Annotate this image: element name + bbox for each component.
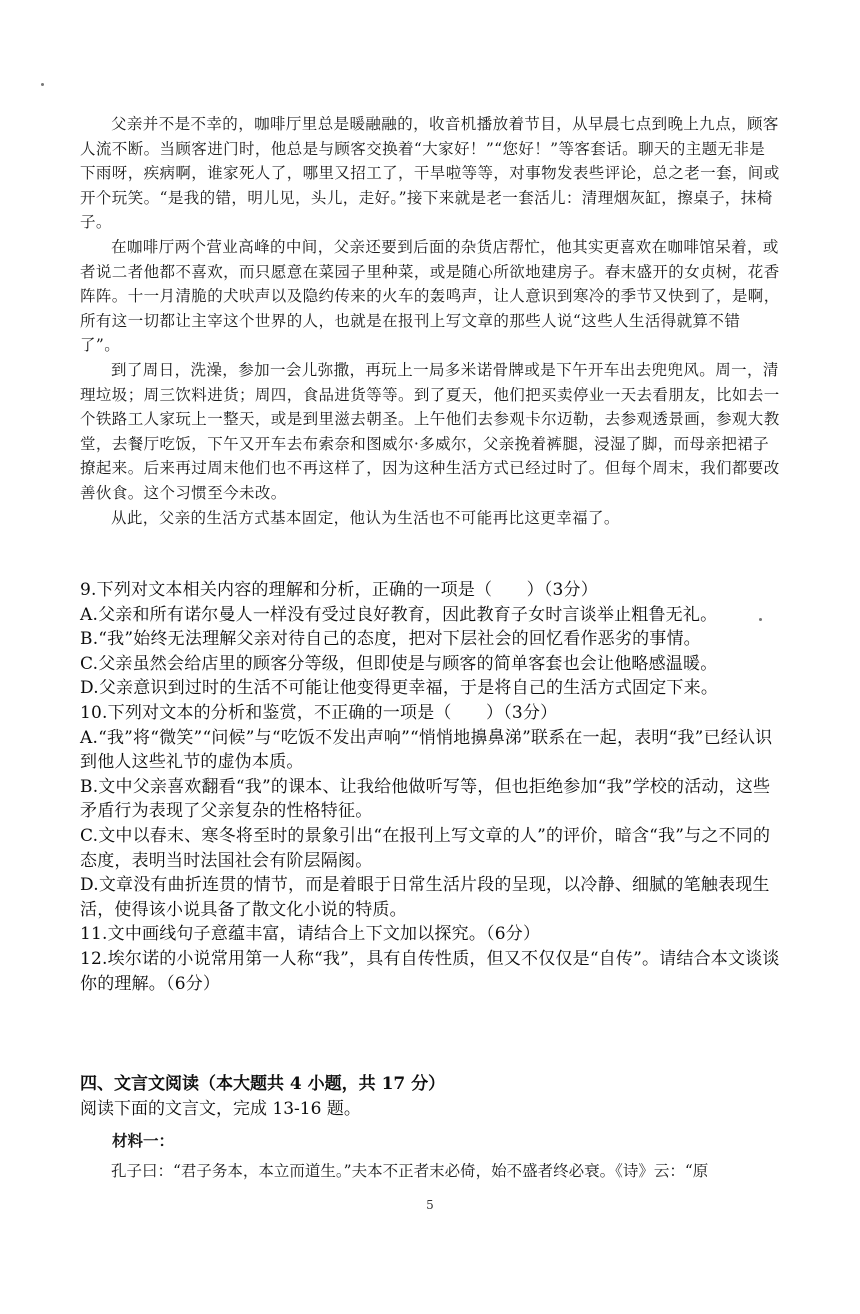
- question-10-option-c: C.文中以春末、寒冬将至时的景象引出“在报刊上写文章的人”的评价，暗含“我”与之不同的态度，表明当时法国社会有阶层隔阂。: [80, 825, 771, 871]
- section-4-title: 四、文言文阅读（本大题共 4 小题，共 17 分）: [80, 1074, 446, 1094]
- passage-paragraph-2: 在咖啡厅两个营业高峰的中间，父亲还要到后面的杂货店帮忙，他其实更喜欢在咖啡馆呆着，或者说二者他都不喜欢，而只愿意在菜园子里种菜，或是随心所欲地建房子。春末盛开的女贞树，花香阵阵。十一月清脆的犬吠声以及隐约传来的火车的轰鸣声，让人意识到寒冷的季节又快到了，是啊，所有这一切都让主宰这个世界的人，也就是在报刊上写文章的那些人说“这些人生活得就算不错了”。: [80, 237, 780, 355]
- passage-paragraph-4: 从此，父亲的生活方式基本固定，他认为生活也不可能再比这更幸福了。: [111, 508, 620, 527]
- material-text: 孔子曰：“君子务本，本立而道生。”夫本不正者末必倚，始不盛者终必衰。《诗》云：“原: [111, 1162, 709, 1180]
- section-4: [80, 1072, 780, 1122]
- question-10-option-d: D.文章没有曲折连贯的情节，而是着眼于日常生活片段的呈现，以冷静、细腻的笔触表现生活，使得该小说具备了散文化小说的特质。: [80, 875, 770, 920]
- material-one: [80, 1126, 780, 1186]
- section-4-instruction: 阅读下面的文言文，完成 13-16 题。: [80, 1099, 361, 1119]
- page-number: 5: [426, 1198, 434, 1212]
- question-12: 12.埃尔诺的小说常用第一人称“我”，具有自传性质，但又不仅仅是“自传”。请结合本文谈谈你的理解。（6分）: [80, 948, 780, 994]
- question-block: [80, 578, 786, 996]
- question-10: 10.下列对文本的分析和鉴赏，不正确的一项是（ ）（3分）: [80, 702, 558, 723]
- question-10-option-b: B.文中父亲喜欢翻看“我”的课本、让我给他做听写等，但也拒绝参加“我”学校的活动，这些矛盾行为表现了父亲复杂的性格特征。: [80, 776, 771, 822]
- question-9-option-c: C.父亲虽然会给店里的顾客分等级，但即使是与顾客的简单客套也会让他略感温暖。: [80, 653, 718, 674]
- question-9-option-b: B.“我”始终无法理解父亲对待自己的态度，把对下层社会的回忆看作恶劣的事情。: [80, 629, 701, 650]
- question-11: 11.文中画线句子意蕴丰富，请结合上下文加以探究。（6分）: [80, 924, 541, 945]
- scan-speck: [41, 83, 44, 86]
- passage-paragraph-1: 父亲并不是不幸的，咖啡厅里总是暖融融的，收音机播放着节目，从早晨七点到晚上九点，顾客人流不断。当顾客进门时，他总是与顾客交换着“大家好！”“您好！”等客套话。聊天的主题无非是下雨呀，疾病啊，谁家死人了，哪里又招工了，干旱啦等等，对事物发表些评论，总之老一套，间或开个玩笑。“是我的错，明儿见，头儿，走好。”接下来就是老一套活儿：清理烟灰缸，擦桌子，抹椅子。: [80, 115, 780, 232]
- question-9: 9.下列对文本相关内容的理解和分析，正确的一项是（ ）（3分）: [80, 580, 598, 600]
- question-10-option-a: A.“我”将“微笑”“问候”与“吃饭不发出声响”“悄悄地擤鼻涕”联系在一起，表明“我”已经认识到他人这些礼节的虚伪本质。: [80, 727, 773, 773]
- material-label: 材料一：: [112, 1131, 175, 1150]
- scan-speck: [759, 618, 762, 621]
- question-9-option-d: D.父亲意识到过时的生活不可能让他变得更幸福，于是将自己的生活方式固定下来。: [80, 678, 719, 699]
- reading-passage: [80, 112, 780, 530]
- question-9-option-a: A.父亲和所有诺尔曼人一样没有受过良好教育，因此教育子女时言谈举止粗鲁无礼。: [80, 604, 718, 625]
- passage-paragraph-3: 到了周日，洗澡，参加一会儿弥撒，再玩上一局多米诺骨牌或是下午开车出去兜兜风。周一，清理垃圾；周三饮料进货；周四，食品进货等等。到了夏天，他们把买卖停业一天去看朋友，比如去一个铁路工人家玩上一整天，或是到里滋去朝圣。上午他们去参观卡尔迈勒，去参观透景画，参观大教堂，去餐厅吃饭，下午又开车去布索奈和图威尔·多威尔，父亲挽着裤腿，浸湿了脚，而母亲把裙子撩起来。后来再过周末他们也不再这样了，因为这种生活方式已经过时了。但每个周末，我们都要改善伙食。这个习惯至今未改。: [80, 360, 780, 502]
